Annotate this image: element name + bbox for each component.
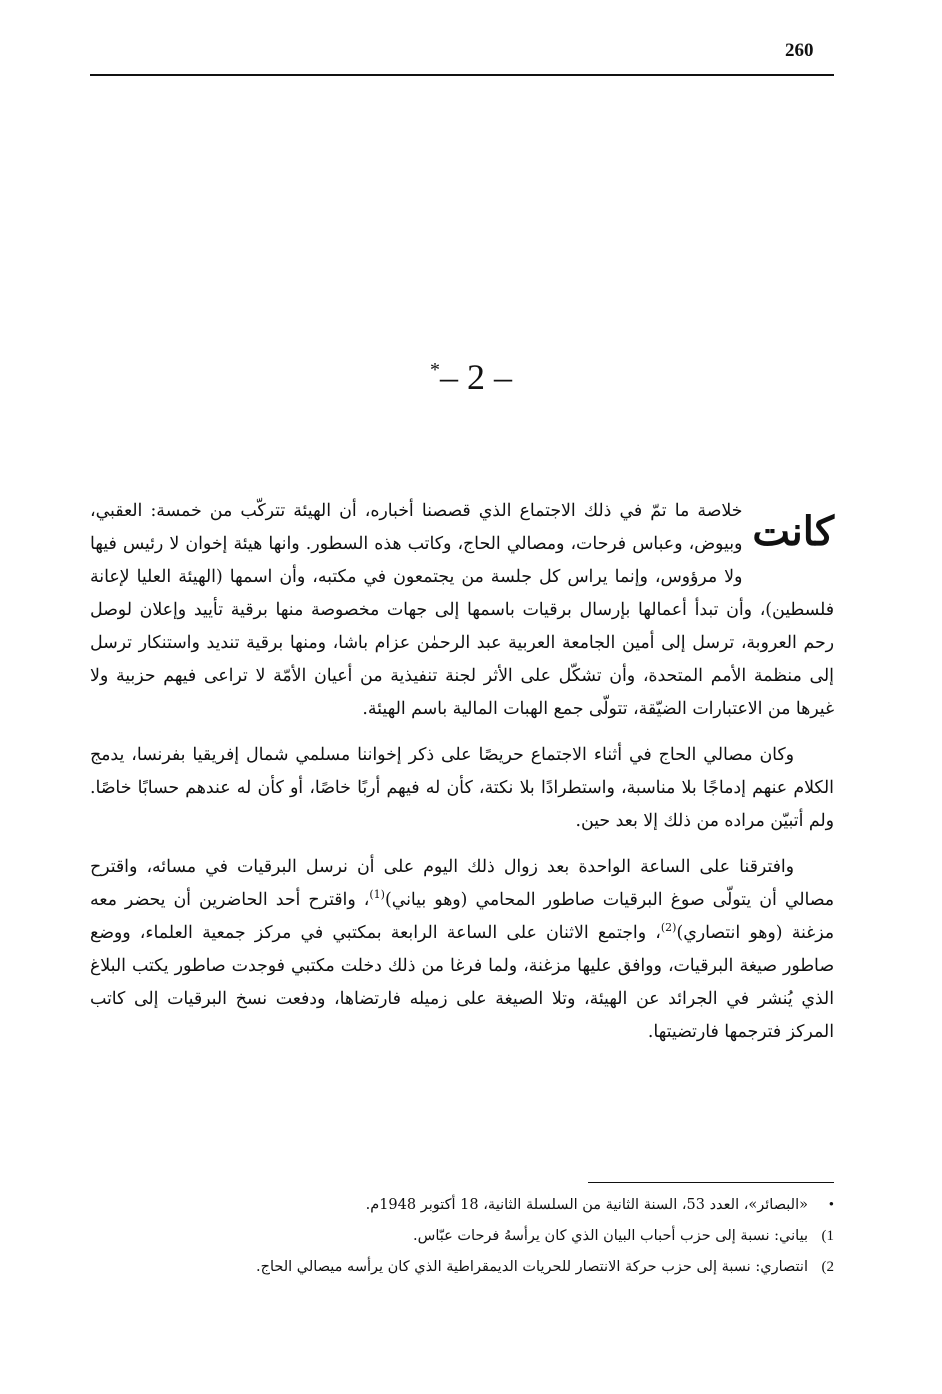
paragraph-2: وكان مصالي الحاج في أثناء الاجتماع حريصًا على ذكر إخواننا مسلمي شمال إفريقيا بفرنسا، يدمج الكلام عنهم إدماجًا بلا مناسبة، واستطرادًا بلا نكتة، كأن له فيهم أربًا خاصًا، أو كأن له عندهم حسابًا خاصًا. ولم أتبيّن مراده من ذلك إلا بعد حين.	[90, 745, 834, 831]
footnote-text: انتصاري: نسبة إلى حزب حركة الانتصار للحريات الديمقراطية الذي كان يرأسه ميصالي الحاج.	[256, 1259, 808, 1275]
footnote-ref-2: (2)	[660, 921, 677, 935]
paragraph-3-part-c: ، واجتمع الاثنان على الساعة الرابعة بمكتبي في مركز جمعية العلماء، ووضع صاطور صيغة البرقيات، ووافق عليها مزغنة، ولما فرغا من ذلك دخلت مكتبي فوجدت صاطور يكتب البلاغ الذي يُنشر في الجرائد عن الهيئة، وتلا الصيغة على زميله فارتضاها، ودفعت نسخ البرقيات إلى كاتب المركز فترجمها فارتضيتها.	[90, 923, 834, 1042]
footnote-bullet: •	[828, 1197, 834, 1213]
footnote-2	[90, 1252, 834, 1283]
footnote-number: 2)	[821, 1259, 834, 1275]
footnote-ref-1: (1)	[369, 888, 385, 902]
section-dash-left: –	[440, 357, 467, 397]
paragraph-3-part-a: وافترقنا على الساعة الواحدة بعد زوال ذلك اليوم على أن نرسل البرقيات في مسائه، واقترح مصالي أن يتولّى صوغ البرقيات صاطور المحامي (وهو بياني)	[90, 857, 834, 910]
page-number: 260	[785, 40, 814, 61]
paragraph-1-text: خلاصة ما تمّ في ذلك الاجتماع الذي قصصنا أخباره، أن الهيئة تتركّب من خمسة: العقبي، وبيوض، وعباس فرحات، ومصالي الحاج، وكاتب هذه السطور. وانها هيئة إخوان لا رئيس فيها ولا مرؤوس، وإنما يراس كل جلسة من يجتمعون في مكتبه، وأن اسمها (الهيئة العليا لإعانة فلسطين)، وأن تبدأ أعمالها بإرسال برقيات باسمها إلى جهات مخصوصة منها برقية تأييد وإعلان لوصل رحم العروبة، ترسل إلى أمين الجامعة العربية عبد الرحمٰن عزام باشا، ومنها برقية تنديد واستنكار ترسل إلى منظمة الأمم المتحدة، وأن تشكّل على الأثر لجنة تنفيذية من أعيان الأمّة لا تراعى فيهم حزبية ولا غيرها من الاعتبارات الضيّقة، تتولّى جمع الهبات المالية باسم الهيئة.	[90, 501, 834, 719]
footnote-number: 1)	[821, 1228, 834, 1244]
footnote-1	[90, 1221, 834, 1252]
section-heading	[0, 356, 942, 398]
footnote-source	[90, 1190, 834, 1221]
section-asterisk: *	[430, 359, 440, 381]
section-dash-right: –	[485, 357, 512, 397]
body-text	[90, 495, 834, 1049]
dropcap-word: كانت	[752, 508, 834, 555]
footnote-text: «البصائر»، العدد 53، السنة الثانية من السلسلة الثانية، 18 أكتوبر 1948م.	[365, 1197, 808, 1213]
section-number: 2	[467, 357, 485, 397]
footnote-text: بياني: نسبة إلى حزب أحباب البيان الذي كان يرأسهُ فرحات عبّاس.	[413, 1228, 808, 1244]
footnotes	[90, 1190, 834, 1283]
header-rule	[90, 74, 834, 76]
paragraph-1	[90, 495, 834, 726]
paragraph-3-part-b: ، واقترح أحد الحاضرين أن يحضر معه مزغنة (وهو انتصاري)	[90, 890, 834, 943]
footnote-rule	[588, 1182, 834, 1183]
paragraph-3	[90, 851, 834, 1049]
